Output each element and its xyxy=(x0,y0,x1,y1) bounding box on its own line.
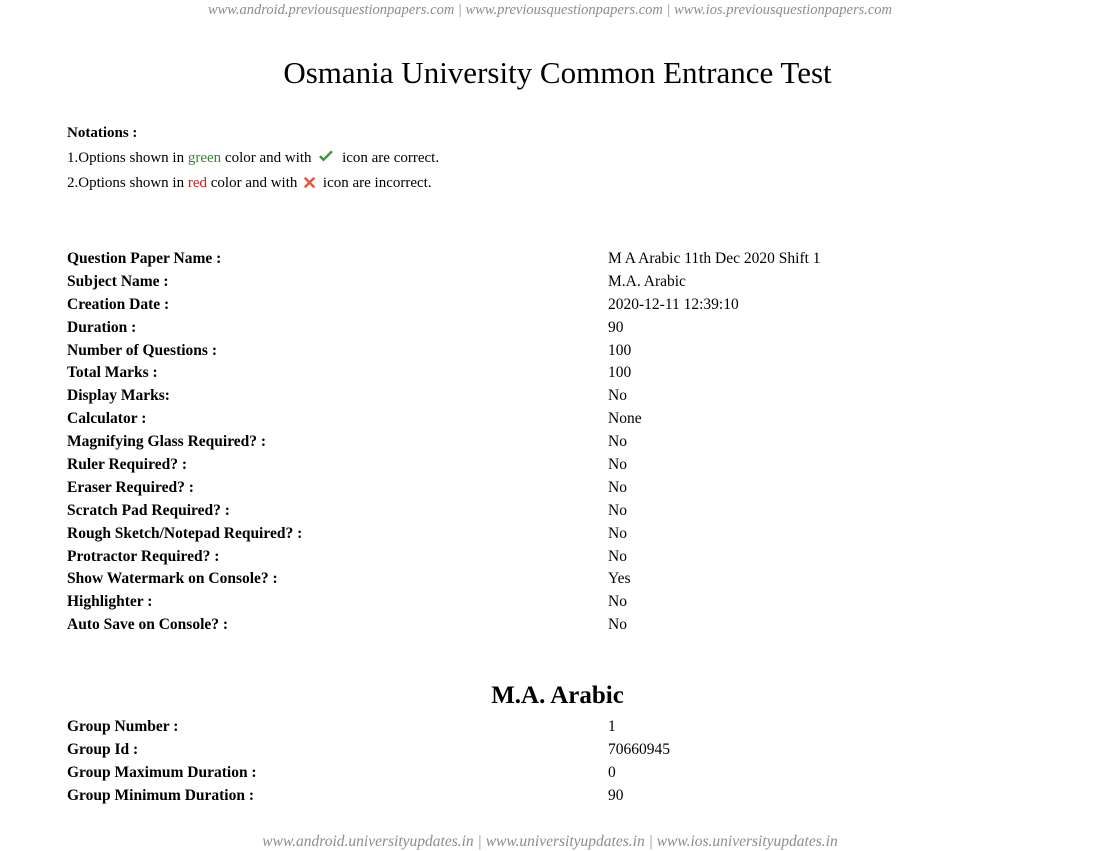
notation-incorrect-suffix: icon are incorrect. xyxy=(319,175,432,191)
notation-correct-middle: color and with xyxy=(221,150,316,166)
notation-correct-prefix: 1.Options shown in xyxy=(67,150,188,166)
detail-label: Subject Name : xyxy=(67,272,169,290)
detail-value: Yes xyxy=(608,570,631,588)
group-value: 90 xyxy=(608,786,624,804)
detail-row-auto-save xyxy=(67,614,1067,637)
group-row-max-duration xyxy=(67,762,1067,785)
detail-label: Ruler Required? : xyxy=(67,456,187,474)
notation-red-word: red xyxy=(187,175,207,191)
group-label: Group Number : xyxy=(67,718,179,735)
group-value: 0 xyxy=(608,763,616,781)
group-row-number xyxy=(67,716,1067,739)
notation-correct xyxy=(67,148,439,173)
notation-green-word: green xyxy=(187,150,222,166)
notation-incorrect-prefix: 2.Options shown in xyxy=(67,175,188,191)
detail-value: None xyxy=(608,410,642,428)
detail-value: 100 xyxy=(608,341,632,359)
detail-label: Creation Date : xyxy=(67,295,170,313)
detail-row-show-watermark xyxy=(67,568,1067,591)
group-label: Group Id : xyxy=(67,740,139,758)
paper-details-table xyxy=(67,248,1067,637)
detail-value: No xyxy=(608,547,627,565)
detail-row-display-marks xyxy=(67,385,1067,408)
detail-value: M.A. Arabic xyxy=(608,272,686,290)
notations xyxy=(67,123,439,198)
detail-row-number-of-questions xyxy=(67,340,1067,363)
detail-value: No xyxy=(608,501,627,519)
detail-row-eraser xyxy=(67,477,1067,500)
bottom-watermark: www.android.universityupdates.in | www.universityupdates.in | www.ios.universityupdates.in xyxy=(262,833,838,850)
detail-label: Rough Sketch/Notepad Required? : xyxy=(67,524,303,542)
detail-value: No xyxy=(608,478,627,496)
group-label: Group Minimum Duration : xyxy=(67,786,255,804)
notation-incorrect-middle: color and with xyxy=(207,175,302,191)
detail-value: 2020-12-11 12:39:10 xyxy=(608,295,739,313)
detail-row-scratch-pad xyxy=(67,500,1067,523)
detail-row-duration xyxy=(67,317,1067,340)
detail-row-highlighter xyxy=(67,591,1067,614)
notations-heading: Notations : xyxy=(67,125,138,141)
detail-value: No xyxy=(608,433,627,451)
detail-label: Display Marks: xyxy=(67,387,170,405)
detail-label: Calculator : xyxy=(67,410,147,428)
detail-label: Magnifying Glass Required? : xyxy=(67,433,267,451)
group-value: 1 xyxy=(608,718,616,735)
detail-value: No xyxy=(608,616,627,634)
cross-icon xyxy=(304,174,315,194)
detail-label: Number of Questions : xyxy=(67,341,217,359)
detail-row-subject-name xyxy=(67,271,1067,294)
detail-row-question-paper-name xyxy=(67,248,1067,271)
detail-row-creation-date xyxy=(67,294,1067,317)
detail-value: 100 xyxy=(608,364,632,382)
detail-label: Auto Save on Console? : xyxy=(67,616,229,634)
page-title: Osmania University Common Entrance Test xyxy=(283,55,832,90)
detail-row-magnifying-glass xyxy=(67,431,1067,454)
detail-row-rough-sketch xyxy=(67,523,1067,546)
top-watermark: www.android.previousquestionpapers.com | www.previousquestionpapers.com | www.ios.previousquestionpapers.com xyxy=(207,2,893,18)
detail-label: Protractor Required? : xyxy=(67,547,220,565)
detail-label: Eraser Required? : xyxy=(67,478,194,496)
notation-correct-suffix: icon are correct. xyxy=(338,150,440,166)
detail-value: 90 xyxy=(608,318,624,336)
detail-label: Show Watermark on Console? : xyxy=(67,570,278,588)
detail-row-calculator xyxy=(67,408,1067,431)
group-value: 70660945 xyxy=(608,740,670,758)
group-row-id xyxy=(67,739,1067,762)
detail-row-total-marks xyxy=(67,362,1067,385)
detail-row-ruler xyxy=(67,454,1067,477)
notation-incorrect xyxy=(67,173,439,198)
detail-label: Question Paper Name : xyxy=(67,250,222,267)
detail-value: No xyxy=(608,456,627,474)
detail-label: Duration : xyxy=(67,318,137,336)
check-icon xyxy=(318,149,334,169)
detail-value: M A Arabic 11th Dec 2020 Shift 1 xyxy=(608,250,821,267)
detail-value: No xyxy=(608,593,627,611)
detail-value: No xyxy=(608,524,627,542)
group-details-table xyxy=(67,716,1067,808)
detail-label: Highlighter : xyxy=(67,593,153,611)
detail-row-protractor xyxy=(67,546,1067,569)
detail-label: Scratch Pad Required? : xyxy=(67,501,230,519)
group-label: Group Maximum Duration : xyxy=(67,763,257,781)
section-title: M.A. Arabic xyxy=(491,682,624,709)
group-row-min-duration xyxy=(67,785,1067,808)
detail-value: No xyxy=(608,387,627,405)
detail-label: Total Marks : xyxy=(67,364,158,382)
